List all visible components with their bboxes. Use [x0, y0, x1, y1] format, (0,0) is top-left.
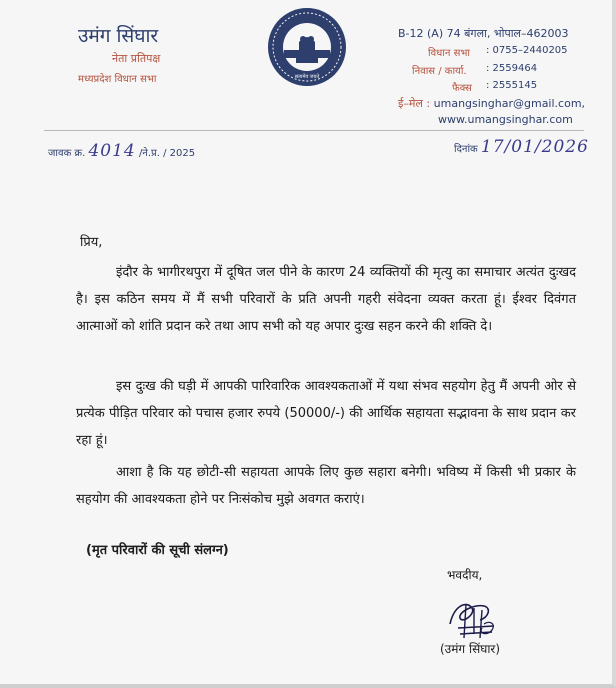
date-label: दिनांक — [454, 144, 478, 155]
closing: भवदीय, — [447, 568, 483, 582]
body-paragraph: इस दुःख की घड़ी में आपकी पारिवारिक आवश्यकताओं में यथा संभव सहयोग हेतु मैं अपनी ओर से प्रत्येक पीड़ित परिवार को पचास हजार रुपये (50000/-) की आर्थिक सहायता सद्भावना के साथ प्रदान कर रहा हूं। — [76, 379, 576, 448]
salutation: प्रिय, — [80, 235, 103, 250]
signatory-name: (उमंग सिंघार) — [440, 642, 501, 656]
email-label: ई–मेल : — [398, 97, 431, 110]
phone-value: : 0755–2440205 — [486, 45, 568, 56]
reference-suffix: /ने.प्र. / 2025 — [138, 148, 196, 159]
seal-motto: सत्यमेव जयते — [294, 74, 320, 80]
email-line — [398, 96, 585, 111]
body-paragraph: इंदौर के भागीरथपुरा में दूषित जल पीने के कारण 24 व्यक्तियों की मृत्यु का समाचार अत्यंत दुःखद है। इस कठिन समय में मैं सभी परिवारों के प्रति अपनी गहरी संवेदना व्यक्त करता हूं। ईश्वर दिवंगत आत्माओं को शांति प्रदान करे तथा आप सभी को यह अपार दुःख सहन करने की शक्ति दे। — [76, 265, 576, 334]
date-value: 17/01/2026 — [480, 137, 589, 157]
handwritten-signature — [444, 594, 504, 642]
sender-address: B-12 (A) 74 बंगला, भोपाल–462003 — [398, 27, 569, 40]
body-paragraph: आशा है कि यह छोटी-सी सहायता आपके लिए कुछ सहारा बनेगी। भविष्य में किसी भी प्रकार के सहयोग की आवश्यकता होने पर निःसंकोच मुझे अवगत कराएं। — [76, 465, 576, 507]
phone-row — [452, 80, 472, 94]
phone-value: : 2559464 — [486, 63, 538, 74]
phone-label: निवास / कार्या. — [412, 66, 467, 77]
email-link[interactable]: umangsinghar@gmail.com, — [433, 97, 586, 110]
dispatch-reference — [48, 141, 195, 161]
phone-label: फैक्स — [452, 83, 472, 94]
header-divider — [44, 130, 584, 131]
sender-assembly: मध्यप्रदेश विधान सभा — [78, 74, 157, 85]
assembly-seal-emblem — [266, 6, 348, 88]
phone-row — [412, 63, 467, 77]
reference-prefix: जावक क्र. — [48, 148, 86, 159]
phone-row — [428, 45, 470, 59]
phone-label: विधान सभा — [428, 48, 470, 59]
sender-name: उमंग सिंघार — [78, 25, 159, 47]
sender-role: नेता प्रतिपक्ष — [112, 52, 161, 65]
phone-value: : 2555145 — [486, 80, 538, 91]
reference-number: 4014 — [88, 141, 136, 161]
letter-date — [454, 137, 589, 157]
website-link[interactable]: www.umangsinghar.com — [438, 113, 573, 126]
enclosure-note: (मृत परिवारों की सूची संलग्न) — [86, 543, 229, 558]
